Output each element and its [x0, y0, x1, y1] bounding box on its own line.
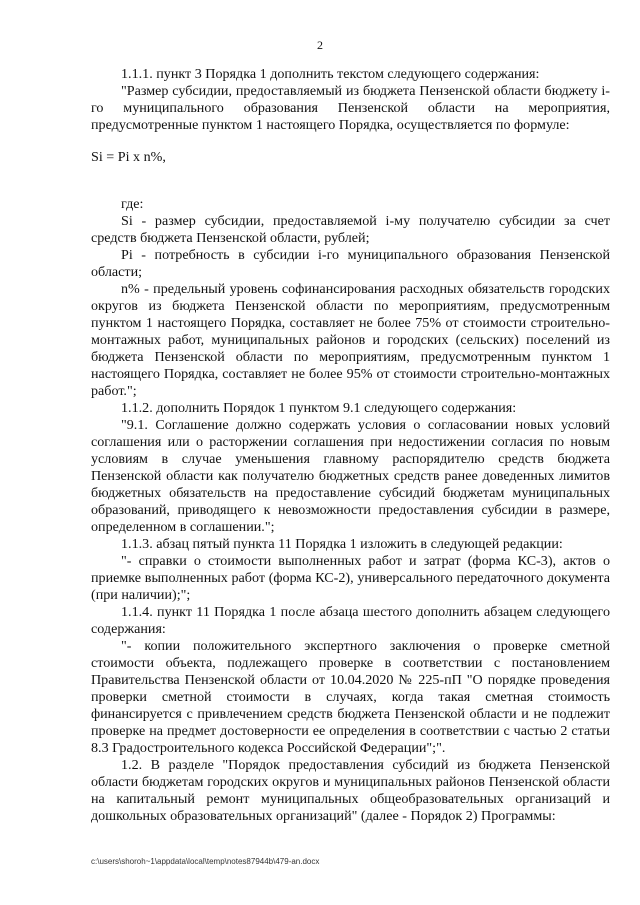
paragraph: n% - предельный уровень софинансирования расходных обязательств городских округов из бюджета Пензенской области по мероприятиям, предусмотренным пунктом 1 настоящего Порядка, составляет не более 75% от стоимости строительно-монтажных работ, муниципальных районов и городских (сельских) поселений из бюджета Пензенской области по мероприятиям, предусмотренным пунктом 1 настоящего Порядка, составляет не более 95% от стоимости строительно-монтажных работ."; — [91, 281, 610, 399]
paragraph: "- копии положительного экспертного заключения о проверке сметной стоимости объекта, подлежащего проверке в соответствии с постановлением Правительства Пензенской области от 10.04.2020 № 225-пП "О порядке проведения проверки сметной стоимости в случаях, когда такая сметная стоимость финансируется с привлечением средств бюджета Пензенской области и не подлежит проверке на предмет достоверности ее определения в соответствии с частью 2 статьи 8.3 Градостроительного кодекса Российской Федерации";". — [91, 638, 610, 756]
formula: Si = Pi x n%, — [91, 149, 166, 165]
paragraph: "Размер субсидии, предоставляемый из бюджета Пензенской области бюджету i-го муниципального образования Пензенской области на мероприятия, предусмотренные пунктом 1 настоящего Порядка, осуществляется по формуле: — [91, 83, 610, 133]
page-number: 2 — [317, 38, 323, 52]
paragraph: "9.1. Соглашение должно содержать условия о согласовании новых условий соглашения или о расторжении соглашения при недостижении согласия по новым условиям в случае уменьшения главному распорядителю средств бюджета Пензенской области как получателю бюджетных средств ранее доведенных лимитов бюджетных обязательств на предоставление субсидий бюджетам муниципальных образований, приводящего к невозможности предоставления субсидии в размере, определенном в соглашении."; — [91, 417, 610, 535]
document-body — [91, 66, 610, 825]
paragraph: где: — [121, 196, 144, 212]
file-path-footer: c:\users\shoroh~1\appdata\local\temp\notes87944b\479-an.docx — [91, 857, 320, 866]
paragraph: Si - размер субсидии, предоставляемой i-му получателю субсидии за счет средств бюджета Пензенской области, рублей; — [91, 213, 610, 246]
paragraph: 1.2. В разделе "Порядок предоставления субсидий из бюджета Пензенской области бюджетам городских округов и муниципальных районов Пензенской области на капитальный ремонт муниципальных общеобразовательных организаций и дошкольных образовательных организаций" (далее - Порядок 2) Программы: — [91, 757, 610, 824]
paragraph: 1.1.4. пункт 11 Порядка 1 после абзаца шестого дополнить абзацем следующего содержания: — [91, 604, 610, 637]
paragraph: Pi - потребность в субсидии i-го муниципального образования Пензенской области; — [91, 247, 610, 280]
paragraph: 1.1.2. дополнить Порядок 1 пунктом 9.1 следующего содержания: — [121, 400, 517, 416]
paragraph: 1.1.3. абзац пятый пункта 11 Порядка 1 изложить в следующей редакции: — [121, 536, 563, 552]
paragraph: "- справки о стоимости выполненных работ и затрат (форма КС-3), актов о приемке выполненных работ (форма КС-2), универсального передаточного документа (при наличии);"; — [91, 553, 610, 603]
paragraph: 1.1.1. пункт 3 Порядка 1 дополнить текстом следующего содержания: — [121, 66, 540, 82]
